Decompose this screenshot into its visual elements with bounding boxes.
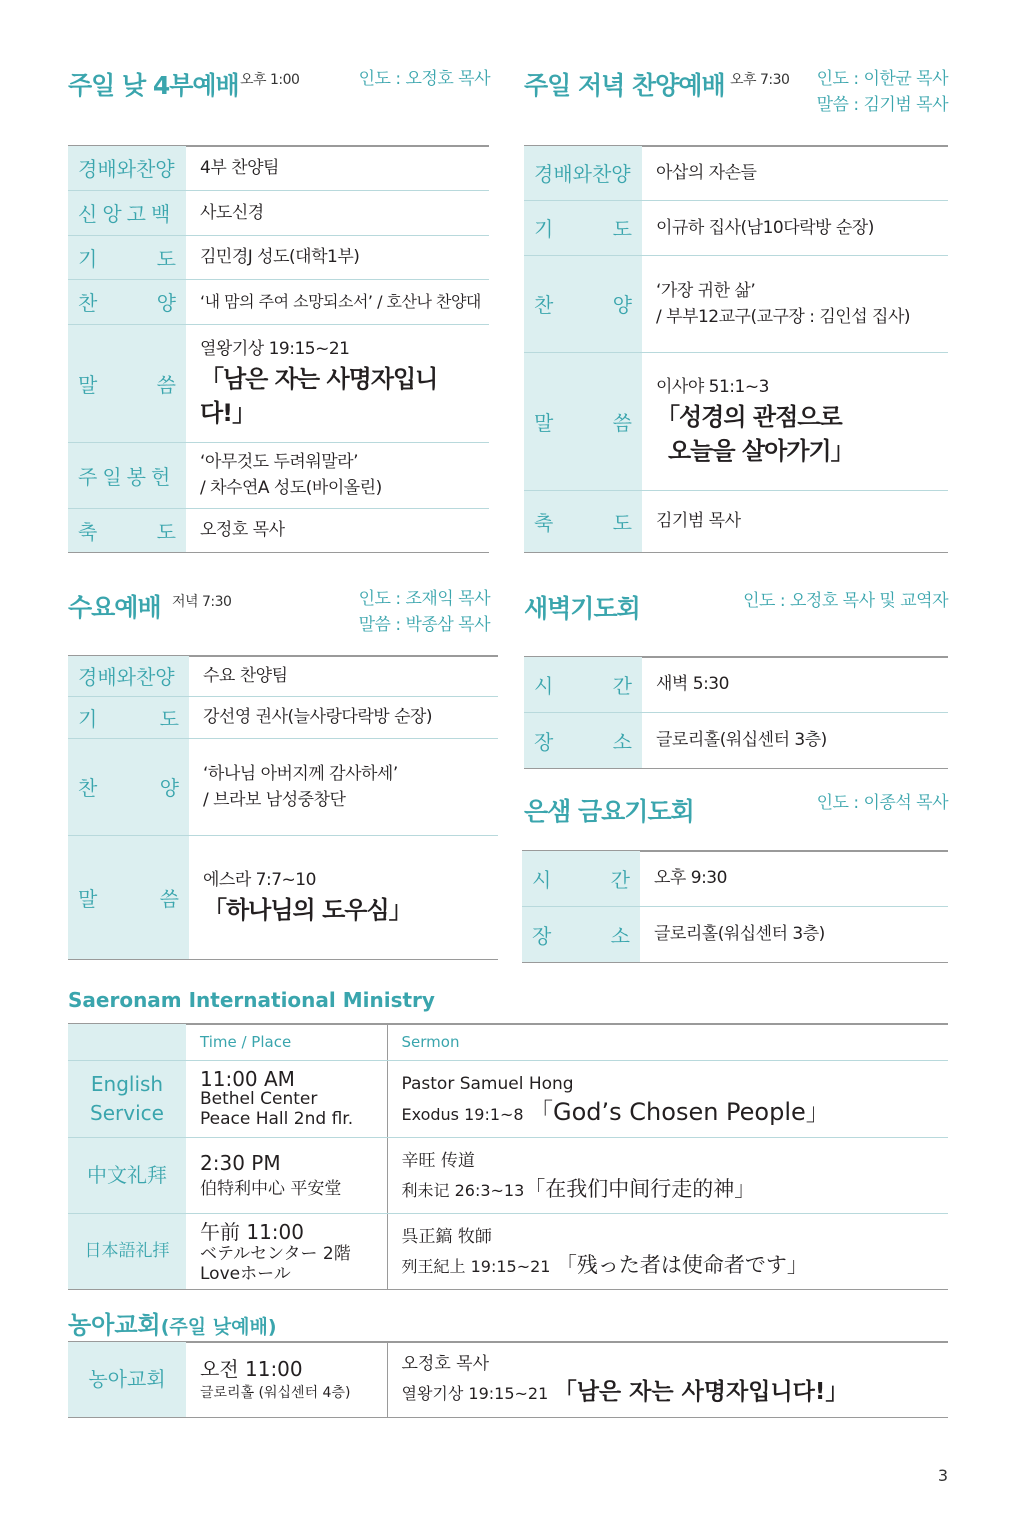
- english-service-label: [68, 1061, 186, 1138]
- sunday4-leader: 인도 : 오정호 목사: [358, 69, 490, 89]
- praise-choir: / 브라보 남성중창단: [203, 789, 346, 810]
- header-sermon: Sermon: [387, 1024, 948, 1061]
- english-time: 11:00 AM: [200, 1067, 295, 1091]
- label-worship: 경배와찬양: [524, 146, 642, 200]
- japanese-time-place: [186, 1214, 387, 1290]
- deaf-time-place: [186, 1342, 387, 1417]
- sunday4-time: 오후 1:00: [240, 72, 300, 88]
- label-bless: 축 도: [524, 490, 642, 552]
- deaf-title: 농아교회: [68, 1311, 161, 1339]
- praise-song: ‘가장 귀한 삶’: [656, 280, 756, 301]
- friday-title: 은샘 금요기도회: [524, 797, 694, 826]
- header-time-place: Time / Place: [186, 1024, 387, 1061]
- wed-table: [68, 656, 498, 960]
- japanese-preacher: 呉正鎬 牧師: [401, 1226, 492, 1247]
- english-label-line2: Service: [90, 1101, 164, 1125]
- sunday4-title: 주일 낮 4부예배: [68, 71, 239, 100]
- japanese-place-line1: ベテルセンター 2階: [200, 1243, 351, 1264]
- value-praise: ‘내 맘의 주여 소망되소서’ / 호산나 찬양대: [200, 291, 481, 311]
- chinese-service-label: 中文礼拜: [68, 1138, 186, 1214]
- deaf-place: 글로리홀 (워십센터 4층): [200, 1385, 351, 1402]
- value-prayer: 이규하 집사(남10다락방 순장): [656, 217, 874, 238]
- label-word: 말 씀: [524, 352, 642, 490]
- wed-leaders: [359, 586, 490, 638]
- label-prayer: 기 도: [68, 235, 186, 279]
- label-word: 말 씀: [68, 324, 186, 442]
- label-word: 말 씀: [68, 835, 189, 959]
- japanese-verse: 列王紀上 19:15~21: [401, 1256, 551, 1276]
- intl-table: [68, 1024, 948, 1290]
- label-place: 장 소: [522, 906, 640, 962]
- deaf-verse: 열왕기상 19:15~21: [401, 1384, 549, 1404]
- english-time-place: [186, 1061, 387, 1138]
- wed-time: 저녁 7:30: [172, 594, 232, 610]
- value-time: 새벽 5:30: [656, 674, 729, 695]
- deaf-subtitle: (주일 낮예배): [160, 1316, 277, 1338]
- japanese-sermon: [387, 1214, 948, 1290]
- sunday-eve-leader: 인도 : 이한균 목사: [816, 69, 948, 89]
- sermon-title-line1: 「성경의 관점으로: [656, 403, 842, 431]
- english-sermon: [387, 1061, 948, 1138]
- label-worship: 경배와찬양: [68, 656, 189, 696]
- wed-preacher: 말씀 : 박종삼 목사: [358, 615, 490, 635]
- english-place-line1: Bethel Center: [200, 1089, 318, 1109]
- value-praise: [642, 255, 948, 352]
- header-empty: [68, 1024, 186, 1061]
- value-word: [642, 352, 948, 490]
- label-worship: 경배와찬양: [68, 146, 186, 190]
- english-sermon-title: 「God’s Chosen People」: [529, 1097, 830, 1126]
- praise-choir: / 부부12교구(교구장 : 김인섭 집사): [656, 306, 911, 327]
- english-preacher: Pastor Samuel Hong: [401, 1073, 574, 1094]
- deaf-table: [68, 1342, 948, 1418]
- value-time: 오후 9:30: [654, 868, 727, 889]
- label-time: 시 간: [522, 851, 640, 906]
- deaf-sermon-title: 「남은 자는 사명자입니다!」: [553, 1379, 849, 1406]
- sunday-eve-table: [524, 146, 948, 553]
- sermon-title: 「남은 자는 사명자입니다!」: [200, 365, 438, 427]
- japanese-place-line2: Loveホール: [200, 1263, 291, 1284]
- friday-table: [522, 851, 948, 963]
- label-prayer: 기 도: [524, 200, 642, 255]
- page-number: 3: [937, 1466, 948, 1485]
- dawn-title: 새벽기도회: [524, 594, 640, 623]
- chinese-time: 2:30 PM: [200, 1150, 281, 1175]
- label-place: 장 소: [524, 712, 642, 768]
- chinese-preacher: 辛旺 传道: [401, 1150, 475, 1171]
- japanese-time: 午前 11:00: [200, 1219, 304, 1244]
- sunday-eve-preacher: 말씀 : 김기범 목사: [816, 95, 948, 115]
- deaf-preacher: 오정호 목사: [401, 1354, 490, 1375]
- japanese-sermon-title: 「残った者は使命者です」: [555, 1252, 808, 1277]
- value-worship: 수요 찬양팀: [203, 665, 288, 686]
- deaf-label: 농아교회: [68, 1342, 186, 1417]
- value-offering: [186, 442, 489, 508]
- sermon-verse: 열왕기상 19:15~21: [200, 339, 350, 359]
- deaf-time: 오전 11:00: [200, 1357, 303, 1382]
- offering-performer: / 차수연A 성도(바이올린): [200, 478, 382, 498]
- chinese-sermon-title: 「在我们中间行走的神」: [524, 1176, 756, 1201]
- sermon-verse: 이사야 51:1~3: [656, 377, 769, 397]
- value-creed: 사도신경: [200, 202, 264, 223]
- value-place: 글로리홀(워십센터 3층): [654, 924, 825, 944]
- chinese-place: 伯特利中心 平安堂: [200, 1178, 342, 1199]
- english-verse: Exodus 19:1~8: [401, 1104, 524, 1124]
- value-worship: 4부 찬양팀: [200, 157, 279, 178]
- chinese-time-place: [186, 1138, 387, 1214]
- label-time: 시 간: [524, 657, 642, 712]
- sermon-title: 「하나님의 도우심」: [203, 896, 412, 924]
- praise-song: ‘하나님 아버지께 감사하세’: [203, 763, 398, 784]
- label-praise: 찬 양: [524, 255, 642, 352]
- value-bless: 김기범 목사: [656, 511, 741, 531]
- value-prayer: 김민경J 성도(대학1부): [200, 247, 360, 267]
- english-label-line1: English: [90, 1072, 164, 1096]
- japanese-service-label: 日本語礼拝: [68, 1214, 186, 1290]
- label-praise: 찬 양: [68, 279, 186, 324]
- label-creed: 신앙고백: [68, 190, 186, 235]
- deaf-heading: [68, 1305, 277, 1340]
- friday-leader: 인도 : 이종석 목사: [816, 793, 948, 813]
- value-place: 글로리홀(워십센터 3층): [656, 730, 827, 750]
- label-bless: 축 도: [68, 508, 186, 552]
- sunday-eve-title: 주일 저녁 찬양예배: [524, 71, 725, 100]
- value-bless: 오정호 목사: [200, 520, 285, 540]
- value-word: [189, 835, 498, 959]
- value-praise: [189, 738, 498, 835]
- wed-title: 수요예배: [68, 593, 161, 622]
- deaf-sermon: [387, 1342, 948, 1417]
- value-worship: 아삽의 자손들: [656, 162, 757, 183]
- sermon-verse: 에스라 7:7~10: [203, 870, 316, 890]
- sunday-eve-time: 오후 7:30: [730, 72, 790, 88]
- sunday-eve-leaders: [817, 66, 948, 118]
- label-offering: 주일봉헌: [68, 442, 186, 508]
- sunday4-table: [68, 146, 489, 553]
- label-praise: 찬 양: [68, 738, 189, 835]
- chinese-sermon: [387, 1138, 948, 1214]
- dawn-leader: 인도 : 오정호 목사 및 교역자: [743, 591, 948, 611]
- intl-title: Saeronam International Ministry: [68, 988, 435, 1012]
- sermon-title-line2: 오늘을 살아가기」: [668, 437, 854, 465]
- wed-leader: 인도 : 조재익 목사: [358, 589, 490, 609]
- value-prayer: 강선영 권사(늘사랑다락방 순장): [203, 707, 433, 727]
- label-prayer: 기 도: [68, 696, 189, 738]
- english-place-line2: Peace Hall 2nd flr.: [200, 1109, 354, 1129]
- chinese-verse: 利未记 26:3~13: [401, 1180, 525, 1200]
- offering-song: ‘아무것도 두려워말라’: [200, 452, 359, 472]
- dawn-table: [524, 657, 948, 769]
- value-word: [186, 324, 489, 442]
